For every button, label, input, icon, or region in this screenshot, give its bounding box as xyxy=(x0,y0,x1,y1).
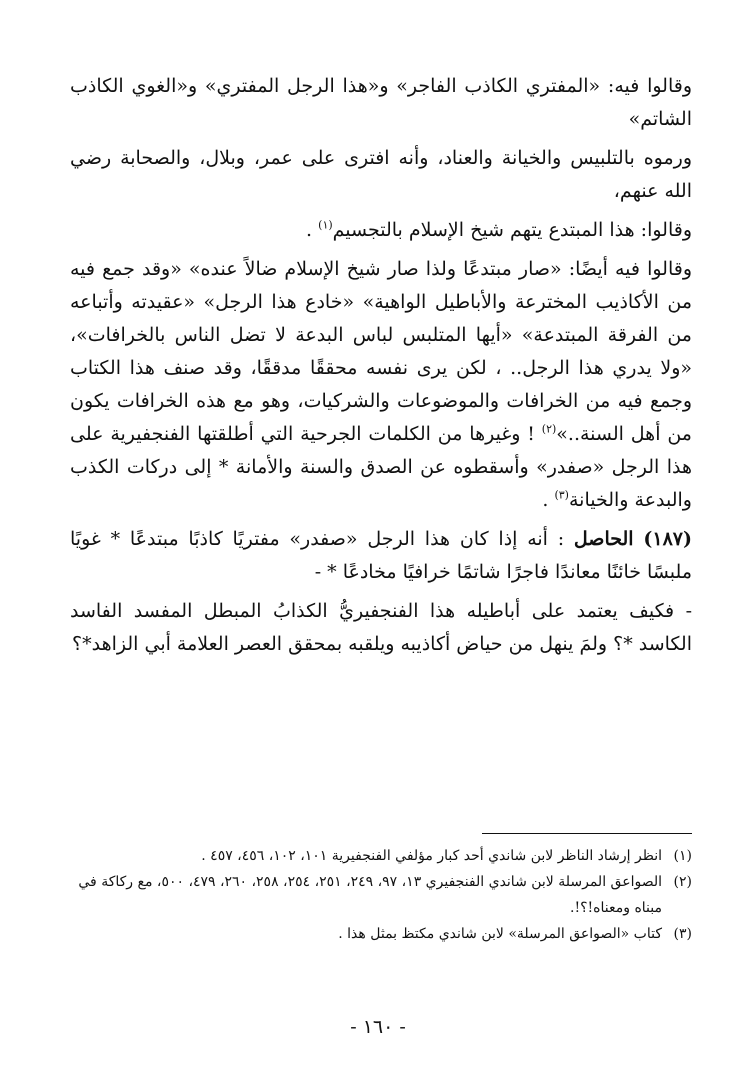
footnote-1 xyxy=(70,843,692,869)
main-text xyxy=(70,70,692,661)
footnote-ref-1: (١) xyxy=(318,218,333,232)
paragraph-5 xyxy=(70,523,692,589)
footnote-text: الصواعق المرسلة لابن شاندي الفنجفيري ١٣، ٩٧، ٢٤٩، ٢٥١، ٢٥٤، ٢٥٨، ٢٦٠، ٤٧٩، ٥٠٠، مع ركاكة في مبناه ومعناه!؟!. xyxy=(78,874,662,916)
paragraph-4-text: وقالوا فيه أيضًا: «صار مبتدعًا ولذا صار شيخ الإسلام ضالاً عنده» «وقد جمع فيه من الأكاذيب المخترعة والأباطيل الواهية» «خادع هذا الرجل» «عقيدته وأتباعه من الفرقة المبتدعة» «أيها المتلبس لباس البدعة لا تضل الناس بالخرافات»، «ولا يدري هذا الرجل.. ، لكن يرى نفسه محققًا مدققًا، وقد صنف هذا الكتاب وجمع فيه من الخرافات والموضوعات والشركيات، وهو مع هذه الخرافات يكون من أهل السنة..» xyxy=(70,258,692,445)
paragraph-4-middle: ! وغيرها من الكلمات الجرحية التي أطلقتها الفنجفيرية على هذا الرجل «صفدر» وأسقطوه عن الصدق والسنة والأمانة * إلى دركات الكذب والبدعة والخيانة xyxy=(70,423,692,511)
section-number: (١٨٧) xyxy=(643,528,692,550)
section-label: الحاصل xyxy=(573,528,634,550)
footnote-2 xyxy=(70,869,692,921)
footnote-3 xyxy=(70,921,692,947)
paragraph-3 xyxy=(70,214,692,247)
paragraph-5-text: : أنه إذا كان هذا الرجل «صفدر» مفتريًا كاذبًا مبتدعًا * غويًا ملبسًا خائنًا معاندًا فاجرًا شاتمًا خرافيًا مخادعًا * - xyxy=(70,528,692,583)
footnote-divider xyxy=(482,833,692,834)
footnotes xyxy=(70,843,692,947)
paragraph-6: - فكيف يعتمد على أباطيله هذا الفنجفيريُّ الكذابُ المبطل المفسد الفاسد الكاسد *؟ ولمَ ينهل من حياض أكاذيبه ويلقبه بمحقق العصر العلامة أبي الزاهد*؟ xyxy=(70,600,692,655)
footnote-text: انظر إرشاد الناظر لابن شاندي أحد كبار مؤلفي الفنجفيرية ١٠١، ١٠٢، ٤٥٦، ٤٥٧ . xyxy=(201,848,662,864)
paragraph-4 xyxy=(70,253,692,517)
paragraph-2: ورموه بالتلبيس والخيانة والعناد، وأنه افترى على عمر، وبلال، والصحابة رضي الله عنهم، xyxy=(70,147,692,202)
paragraph-4-end: . xyxy=(542,489,555,511)
footnote-ref-2: (٢) xyxy=(541,422,557,436)
page-number: - ١٦٠ - xyxy=(350,1016,406,1038)
footnote-number: (٣) xyxy=(673,926,692,942)
paragraph-3-text: وقالوا: هذا المبتدع يتهم شيخ الإسلام بالتجسيم xyxy=(332,219,692,241)
footnote-ref-3: (٣) xyxy=(554,488,569,502)
paragraph-1: وقالوا فيه: «المفتري الكاذب الفاجر» و«هذا الرجل المفتري» و«الغوي الكاذب الشاتم» xyxy=(70,75,692,130)
footnote-number: (١) xyxy=(673,848,692,864)
footnote-number: (٢) xyxy=(673,874,692,890)
paragraph-3-end: . xyxy=(306,219,319,241)
footnote-text: كتاب «الصواعق المرسلة» لابن شاندي مكتظ بمثل هذا . xyxy=(338,926,662,942)
